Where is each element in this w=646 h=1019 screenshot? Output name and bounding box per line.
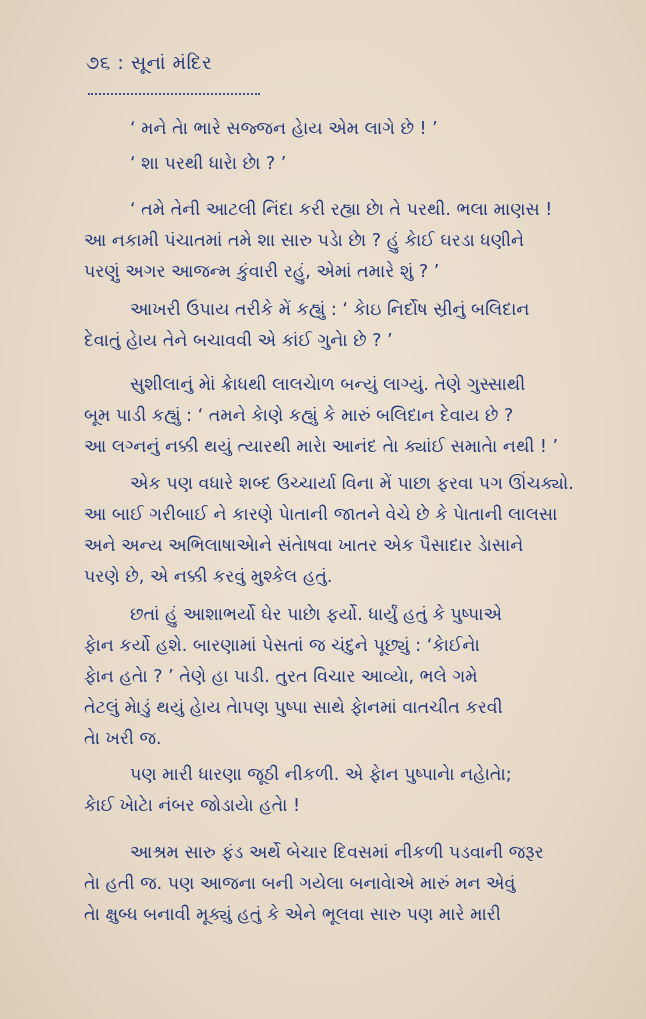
text-line: ‘ મને તેા ભારે સજ્જન હેાય એમ લાગે છે ! ’ (130, 119, 438, 139)
text-line: ફેાન હતેા ? ’ તેણે હા પાડી. તુરત વિચાર આવ્યેા, ભલે ગમે (84, 667, 478, 687)
page-header: ૭૬ : સૂનાં મંદિર (86, 52, 213, 74)
paragraph-1 (84, 114, 584, 145)
text-line: ‘ તમે તેની આટલી નિંદા કરી રહ્યા છેા તે પરથી. ભલા માણસ ! (130, 200, 553, 220)
text-line: બૂમ પાડી કહ્યું : ‘ તમને કેાણે કહ્યું કે મારું બલિદાન દેવાય છે ? (84, 406, 514, 426)
text-line: દેવાતું હેાય તેને બચાવવી એ કાંઈ ગુનેા છે ? ’ (84, 331, 393, 351)
paragraph-6 (84, 469, 584, 593)
paragraph-9 (84, 838, 584, 931)
text-line: અને અન્ય અભિલાષાએાને સંતેાષવા ખાતર એક પૈસાદાર ડેાસાને (84, 536, 524, 556)
text-line: પરણે છે, એ નક્કી કરવું મુશ્કેલ હતું. (84, 567, 333, 587)
text-line: તેા ક્ષુબ્ધ બનાવી મૂક્યું હતું કે એને ભૂલવા સારુ પણ મારે મારી (84, 905, 501, 925)
text-line: પરણું અગર આજન્મ કુંવારી રહું, એમાં તમારે શું ? ’ (84, 262, 440, 282)
text-line: આખરી ઉપાય તરીકે મેં કહ્યું : ‘ કેાઇ નિર્દોષ સ્રીનું બલિદાન (130, 300, 530, 320)
paragraph-3 (84, 195, 584, 288)
header-rule (88, 93, 260, 95)
text-line: એક પણ વધારે શબ્દ ઉચ્ચાર્યા વિના મેં પાછા ફરવા પગ ઊંચક્યો. (130, 474, 574, 494)
paragraph-8 (84, 760, 584, 822)
text-line: ‘ શા પરથી ધારેા છેા ? ’ (130, 154, 287, 174)
paragraph-2 (84, 149, 584, 180)
text-line: ફેાન કર્યો હશે. બારણામાં પેસતાં જ ચંદુને પૂછ્યું : ‘કેાઈનેા (84, 636, 480, 656)
paragraph-5 (84, 370, 584, 463)
text-line: છતાં હું આશાભર્યો ઘેર પાછેા ફર્યો. ધાર્યું હતું કે પુષ્પાએ (130, 605, 502, 625)
text-line: આ બાઈ ગરીબાઈ ને કારણે પેાતાની જાતને વેચે છે કે પેાતાની લાલસા (84, 505, 558, 525)
text-line: તેટલું મેાડું થયું હેાય તેાપણ પુષ્પા સાથે ફેાનમાં વાતચીત કરવી (84, 698, 503, 718)
text-line: સુશીલાનું મેાં ક્રેાધથી લાલચેાળ બન્યું લાગ્યું. તેણે ગુસ્સાથી (130, 375, 526, 395)
paragraph-4 (84, 295, 584, 357)
paragraph-7 (84, 600, 584, 755)
text-line: આશ્રમ સારુ ફંડ અર્થે બેચાર દિવસમાં નીકળી પડવાની જરૂર (130, 843, 544, 863)
text-line: આ નકામી પંચાતમાં તમે શા સારુ પડેા છેા ? હું કેાઈ ઘરડા ધણીને (84, 231, 525, 251)
text-line: તેા ખરી જ. (84, 729, 162, 749)
text-line: આ લગ્નનું નક્કી થયું ત્યારથી મારેા આનંદ તેા ક્યાંઈ સમાતેા નથી ! ’ (84, 437, 559, 457)
text-line: કેાઈ ખેાટેા નંબર જોડાયેા હતેા ! (84, 796, 301, 816)
text-line: પણ મારી ધારણા જૂઠી નીકળી. એ ફેાન પુષ્પાનેા નહેાતેા; (130, 765, 512, 785)
text-line: તેા હતી જ. પણ આજના બની ગયેલા બનાવેાએ મારું મન એવું (84, 874, 516, 894)
